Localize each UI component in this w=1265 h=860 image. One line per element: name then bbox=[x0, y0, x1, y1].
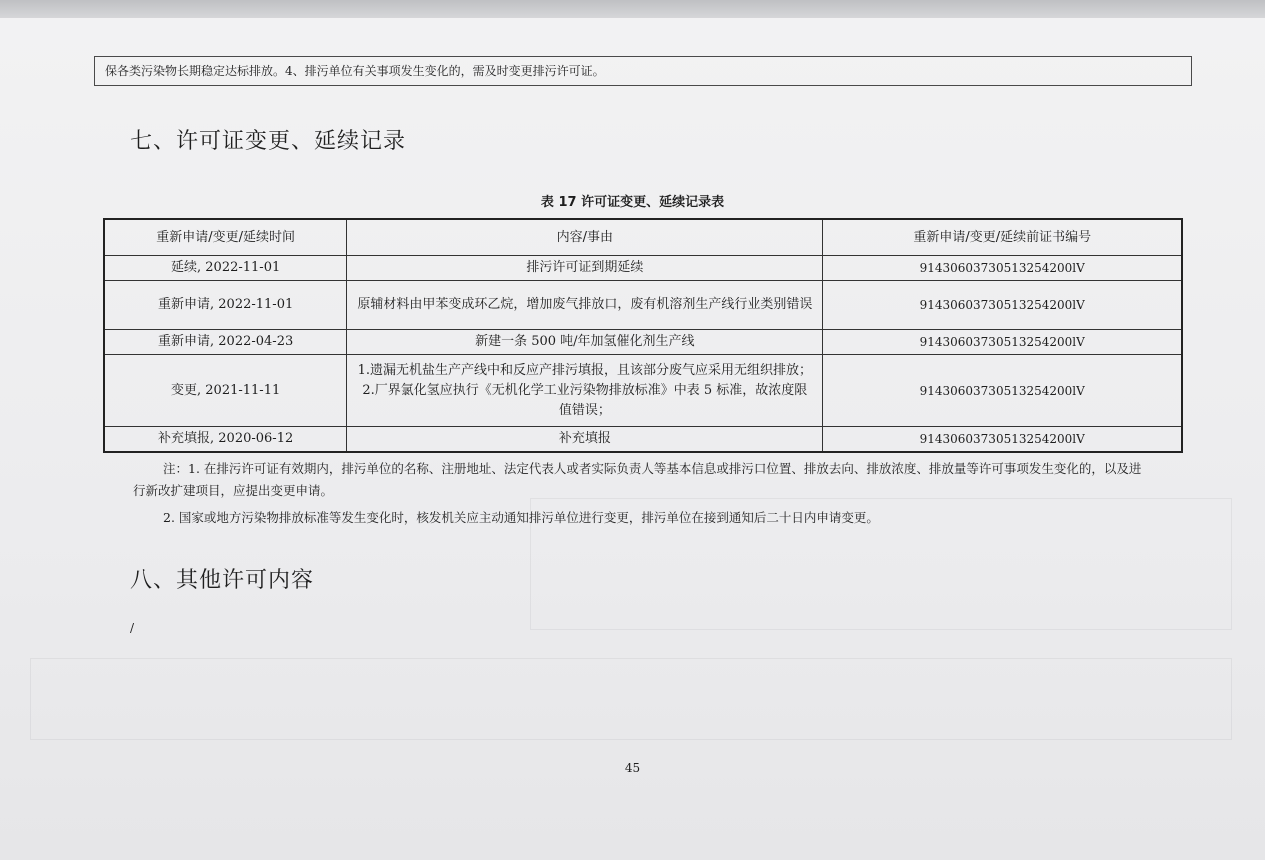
table-row bbox=[104, 330, 1182, 355]
cell-cert-number: 91430603730513254200lV bbox=[823, 427, 1182, 453]
cell-time: 重新申请, 2022-04-23 bbox=[104, 330, 347, 355]
section-8-body: / bbox=[130, 621, 135, 635]
carried-over-text: 保各类污染物长期稳定达标排放。4、排污单位有关事项发生变化的，需及时变更排污许可证。 bbox=[105, 64, 605, 78]
page-number: 45 bbox=[624, 761, 641, 775]
bleed-through-mark bbox=[30, 658, 1232, 740]
header-cert-number: 重新申请/变更/延续前证书编号 bbox=[823, 219, 1182, 256]
cell-content: 排污许可证到期延续 bbox=[347, 256, 823, 281]
cell-content: 1.遗漏无机盐生产产线中和反应产排污填报，且该部分废气应采用无组织排放；2.厂界氯化氢应执行《无机化学工业污染物排放标准》中表 5 标准，故浓度限值错误； bbox=[347, 355, 823, 427]
cell-content: 补充填报 bbox=[347, 427, 823, 453]
cell-time: 重新申请, 2022-11-01 bbox=[104, 281, 347, 330]
cell-cert-number: 91430603730513254200lV bbox=[823, 281, 1182, 330]
section-8-title: 八、其他许可内容 bbox=[130, 568, 315, 593]
document-page bbox=[0, 18, 1265, 860]
table-note-2: 2. 国家或地方污染物排放标准等发生变化时，核发机关应主动通知排污单位进行变更，排污单位在接到通知后二十日内申请变更。 bbox=[163, 510, 879, 525]
section-7-title: 七、许可证变更、延续记录 bbox=[130, 129, 407, 154]
table-row bbox=[104, 281, 1182, 330]
table-header-row bbox=[104, 219, 1182, 256]
cell-content: 原辅材料由甲苯变成环乙烷，增加废气排放口，废有机溶剂生产线行业类别错误 bbox=[347, 281, 823, 330]
scan-top-edge bbox=[0, 0, 1265, 18]
table-caption: 表 17 许可证变更、延续记录表 bbox=[540, 195, 725, 210]
cell-cert-number: 91430603730513254200lV bbox=[823, 355, 1182, 427]
cell-time: 延续, 2022-11-01 bbox=[104, 256, 347, 281]
cell-time: 补充填报, 2020-06-12 bbox=[104, 427, 347, 453]
header-time: 重新申请/变更/延续时间 bbox=[104, 219, 347, 256]
change-record-table bbox=[103, 218, 1183, 453]
carried-over-text-box bbox=[94, 56, 1192, 86]
cell-cert-number: 91430603730513254200lV bbox=[823, 330, 1182, 355]
table-row bbox=[104, 427, 1182, 453]
cell-content: 新建一条 500 吨/年加氢催化剂生产线 bbox=[347, 330, 823, 355]
table-row bbox=[104, 256, 1182, 281]
header-content: 内容/事由 bbox=[347, 219, 823, 256]
cell-cert-number: 91430603730513254200lV bbox=[823, 256, 1182, 281]
cell-time: 变更, 2021-11-11 bbox=[104, 355, 347, 427]
table-note-1: 注：1. 在排污许可证有效期内，排污单位的名称、注册地址、法定代表人或者实际负责人等基本信息或排污口位置、排放去向、排放浓度、排放量等许可事项发生变化的，以及进行新改扩建项目，应提出变更申请。 bbox=[133, 461, 1142, 498]
table-row bbox=[104, 355, 1182, 427]
